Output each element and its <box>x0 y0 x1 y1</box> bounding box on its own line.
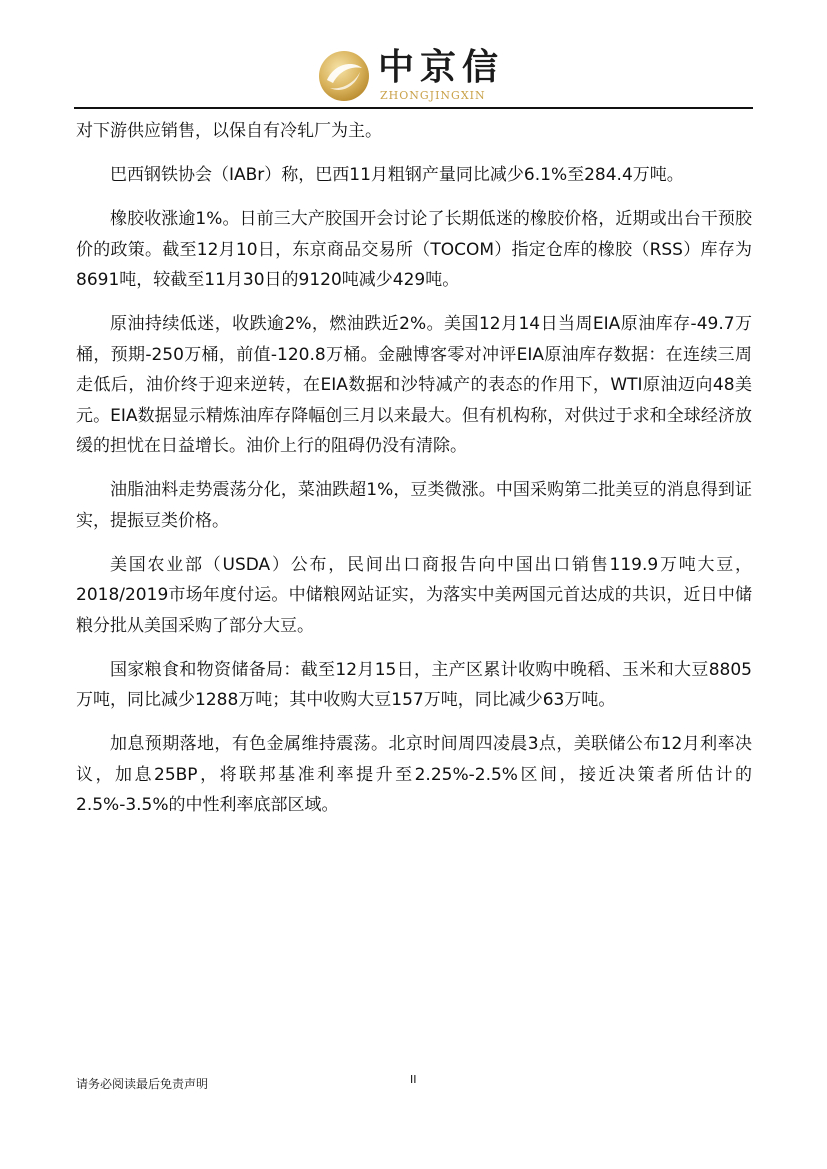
company-logo-title: 中京信 <box>378 47 505 88</box>
paragraph-usda: 美国农业部（USDA）公布，民间出口商报告向中国出口销售119.9万吨大豆，2018/2019市场年度付运。中储粮网站证实，为落实中美两国元首达成的共识，近日中储粮分批从美国采购了部分大豆。 <box>76 554 752 636</box>
page-header <box>0 0 827 110</box>
page-number: II <box>410 1073 417 1086</box>
header-divider <box>74 107 753 109</box>
company-logo-subtitle: ZHONGJINGXIN <box>380 89 486 102</box>
paragraph-oilseeds: 油脂油料走势震荡分化，菜油跌超1%，豆类微涨。中国采购第二批美豆的消息得到证实，提振豆类价格。 <box>76 480 752 531</box>
document-body <box>76 116 752 834</box>
paragraph-crude-oil: 原油持续低迷，收跌逾2%，燃油跌近2%。美国12月14日当周EIA原油库存-49.7万桶，预期-250万桶，前值-120.8万桶。金融博客零对冲评EIA原油库存数据：在连续三周走低后，油价终于迎来逆转，在EIA数据和沙特减产的表态的作用下，WTI原油迈向48美元。EIA数据显示精炼油库存降幅创三月以来最大。但有机构称，对供过于求和全球经济放缓的担忧在日益增长。油价上行的阻碍仍没有清除。 <box>76 314 752 456</box>
paragraph-continuation: 对下游供应销售，以保自有冷轧厂为主。 <box>76 121 382 141</box>
footer-disclaimer: 请务必阅读最后免责声明 <box>76 1077 209 1091</box>
paragraph-rate-hike: 加息预期落地，有色金属维持震荡。北京时间周四凌晨3点，美联储公布12月利率决议，加息25BP，将联邦基准利率提升至2.25%-2.5%区间，接近决策者所估计的2.5%-3.5%的中性利率底部区域。 <box>76 734 752 815</box>
paragraph-brazil-steel: 巴西钢铁协会（IABr）称，巴西11月粗钢产量同比减少6.1%至284.4万吨。 <box>110 165 684 185</box>
paragraph-grain-reserve: 国家粮食和物资储备局：截至12月15日，主产区累计收购中晚稻、玉米和大豆8805万吨，同比减少1288万吨；其中收购大豆157万吨，同比减少63万吨。 <box>76 659 752 710</box>
paragraph-rubber: 橡胶收涨逾1%。日前三大产胶国开会讨论了长期低迷的橡胶价格，近期或出台干预胶价的政策。截至12月10日，东京商品交易所（TOCOM）指定仓库的橡胶（RSS）库存为8691吨，较截至11月30日的9120吨减少429吨。 <box>76 209 752 290</box>
zhongjingxin-logo-icon <box>318 50 370 102</box>
